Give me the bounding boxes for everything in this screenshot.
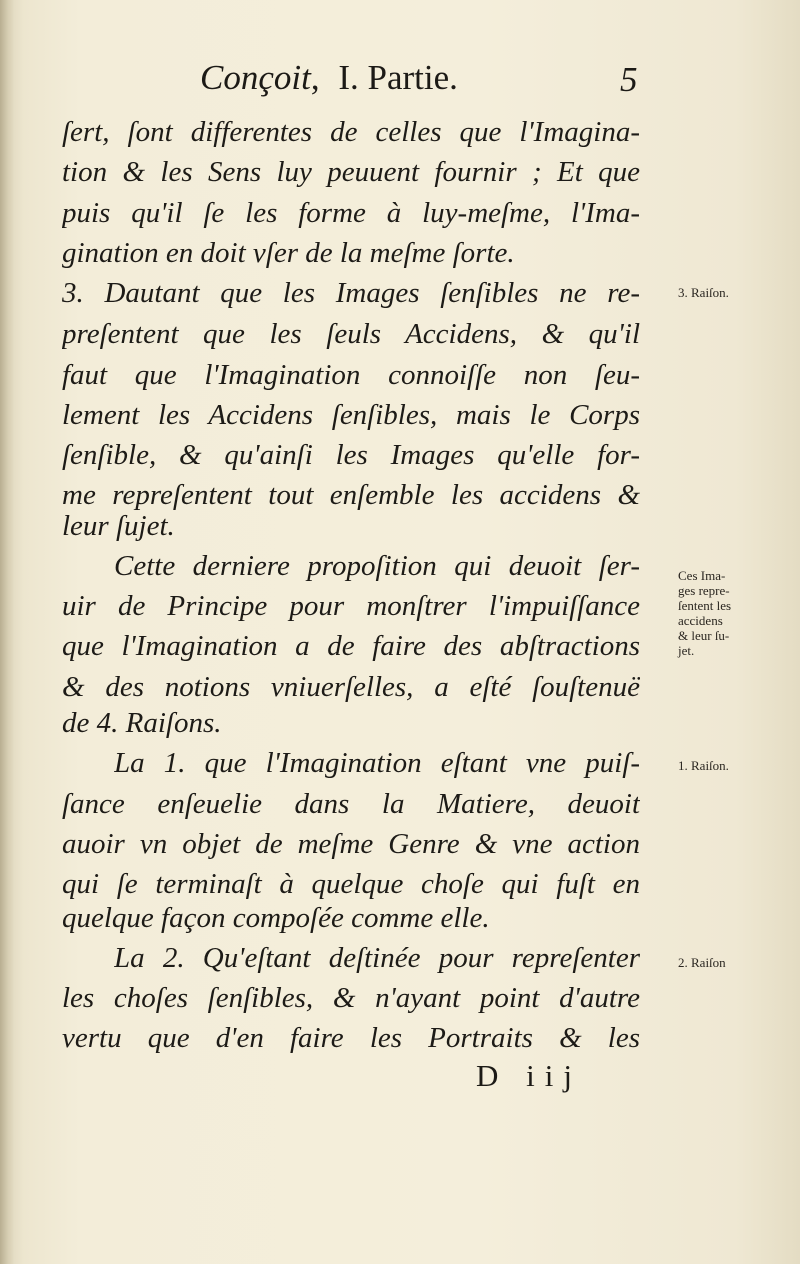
gutter-shadow <box>0 0 14 1264</box>
running-head-word: Conçoit <box>200 58 311 97</box>
body-line: gination en doit vſer de la meſme ſorte. <box>62 237 515 269</box>
body-line: 3. Dautant que les Images ſenſibles ne re- <box>62 277 640 309</box>
body-line: faut que l'Imagination connoiſſe non ſeu- <box>62 359 640 391</box>
margin-note-raison-2: 2. Raiſon <box>678 955 726 970</box>
page-number: 5 <box>620 60 638 99</box>
margin-note-ces-images <box>678 568 788 658</box>
margin-note-line: jet. <box>678 643 695 658</box>
body-line: ſert, ſont differentes de celles que l'Imagina- <box>62 116 640 148</box>
body-line: puis qu'il ſe les forme à luy-meſme, l'Ima- <box>62 197 640 229</box>
body-line: qui ſe terminaſt à quelque choſe qui fuſt en <box>62 868 640 900</box>
signature-mark: D iij <box>476 1058 582 1093</box>
body-line: vertu que d'en faire les Portraits & les <box>62 1022 640 1054</box>
margin-note-line: accidens <box>678 613 723 628</box>
body-line: ſance enſeuelie dans la Matiere, deuoit <box>62 788 640 820</box>
body-line: Cette derniere propoſition qui deuoit ſer- <box>114 550 640 582</box>
margin-note-raison-3: 3. Raiſon. <box>678 285 729 300</box>
running-head-part: I. Partie. <box>338 58 458 97</box>
margin-note-line: ſentent les <box>678 598 732 613</box>
margin-note-line: & leur ſu- <box>678 628 730 643</box>
body-line: les choſes ſenſibles, & n'ayant point d'autre <box>62 982 640 1014</box>
body-line: ſenſible, & qu'ainſi les Images qu'elle for- <box>62 439 640 471</box>
body-line: que l'Imagination a de faire des abſtractions <box>62 630 640 662</box>
body-line: quelque façon compoſée comme elle. <box>62 902 490 934</box>
body-line: tion & les Sens luy peuuent fournir ; Et que <box>62 156 640 188</box>
body-line: preſentent que les ſeuls Accidens, & qu'il <box>62 318 640 350</box>
margin-note-line: Ces Ima- <box>678 568 726 583</box>
body-line: & des notions vniuerſelles, a eſté ſouſtenuë <box>62 671 640 703</box>
body-line: lement les Accidens ſenſibles, mais le Corps <box>62 399 640 431</box>
body-line: La 2. Qu'eſtant deſtinée pour repreſenter <box>114 942 640 974</box>
body-line: me repreſentent tout enſemble les accidens & <box>62 479 640 511</box>
margin-note-raison-1: 1. Raiſon. <box>678 758 729 773</box>
body-line: uir de Principe pour monſtrer l'impuiſſance <box>62 590 640 622</box>
body-line: leur ſujet. <box>62 510 175 542</box>
body-line: de 4. Raiſons. <box>62 707 222 739</box>
margin-note-line: ges repre- <box>678 583 730 598</box>
body-line: auoir vn objet de meſme Genre & vne action <box>62 828 640 860</box>
body-line: La 1. que l'Imagination eſtant vne puiſ- <box>114 747 640 779</box>
running-head: Conçoit, I. Partie. <box>200 58 458 97</box>
